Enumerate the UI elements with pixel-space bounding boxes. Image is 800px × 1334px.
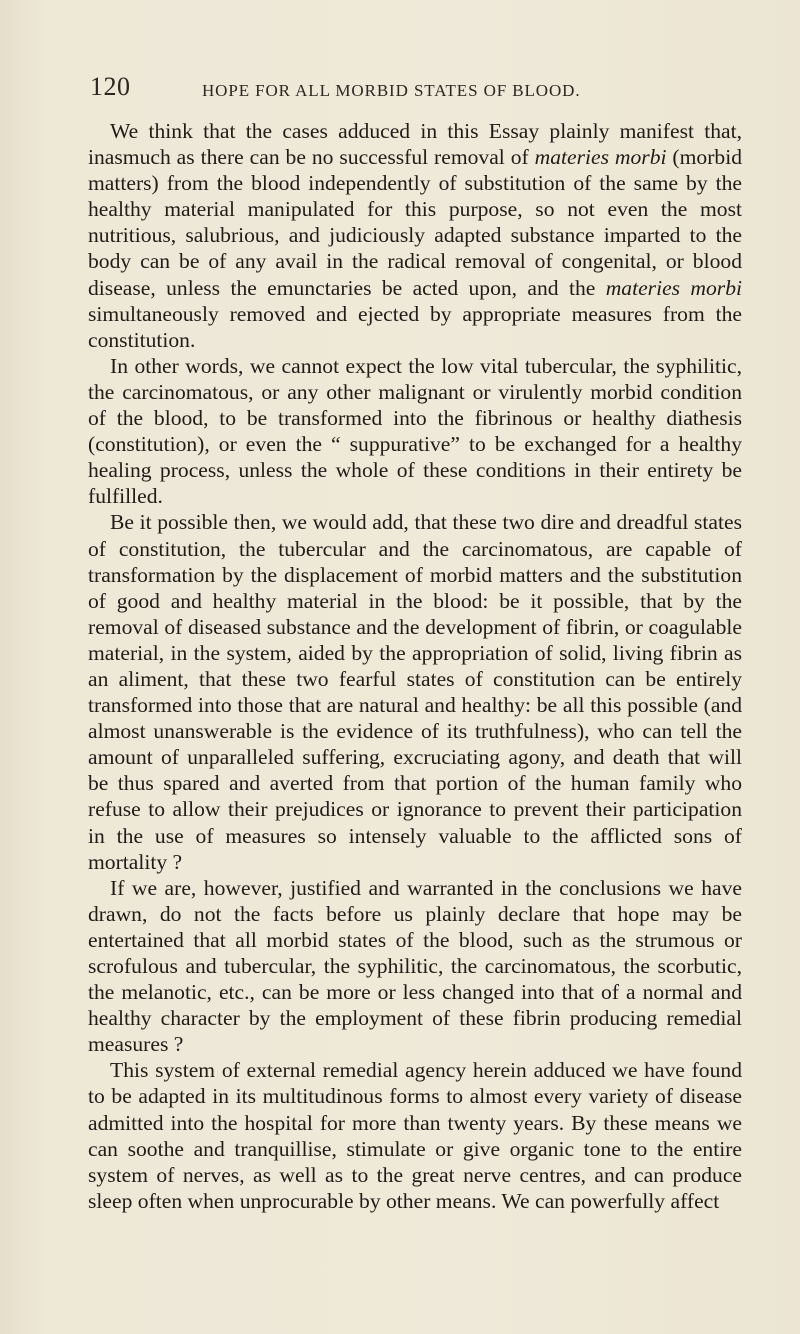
text-run: (morbid matters) from the blood independently of substitution of the same by the healthy material manipulated for this purpose, so not even the most nutritious, salubrious, and judiciously adapted substance imparted to the body can be of any avail in the radical removal of congenital, or blood disease, unless the emunctaries be acted upon, and the xyxy=(88,145,743,300)
text-run: We think that the cases adduced in this Essay plainly manifest that, inasmuch as there can be no successful removal of xyxy=(88,119,742,170)
italic-term: materies morbi xyxy=(534,145,667,170)
paragraph xyxy=(88,875,742,1058)
text-run: In other words, we cannot expect the low vital tubercular, the syphilitic, the carcinomatous, or any other malignant or virulently morbid condition of the blood, to be transformed into the fibrinous or healthy diathesis (constitution), or even the “ suppurative” to be exchanged for a healthy healing process, unless the whole of these conditions in their entirety be fulfilled. xyxy=(88,353,742,509)
body-text xyxy=(88,118,742,1214)
text-run: Be it possible then, we would add, that these two dire and dreadful states of constitution, the tubercular and the carcinomatous, are capable of transformation by the displacement of morbid matters and the substitution of good and healthy material in the blood: be it possible, that by the removal of diseased substance and the development of fibrin, or coagulable material, in the system, aided by the appropriation of solid, living fibrin as an aliment, that these two fearful states of constitution can be entirely transformed into those that are natural and healthy: be all this possible (and almost unanswerable is the evidence of its truthfulness), who can tell the amount of unparalleled suffering, excruciating agony, and death that will be thus spared and averted from that portion of the human family who refuse to allow their prejudices or ignorance to prevent their participation in the use of measures so intensely valuable to the afflicted sons of mortality ? xyxy=(88,510,742,874)
text-run: If we are, however, justified and warranted in the conclusions we have drawn, do not the facts before us plainly declare that hope may be entertained that all morbid states of the blood, such as the strumous or scrofulous and tubercular, the syphilitic, the carcinomatous, the scorbutic, the melanotic, etc., can be more or less changed into that of a normal and healthy character by the employment of these fibrin producing remedial measures ? xyxy=(88,875,742,1057)
text-run: This system of external remedial agency herein adduced we have found to be adapted in its multitudinous forms to almost every variety of disease admitted into the hospital for more than twenty years. By these means we can soothe and tranquillise, stimulate or give organic tone to the entire system of nerves, as well as to the great nerve centres, and can produce sleep often when unprocurable by other means. We can powerfully affect xyxy=(88,1058,742,1213)
page-number: 120 xyxy=(90,72,131,101)
text-run: simultaneously removed and ejected by appropriate measures from the constitution. xyxy=(88,301,742,352)
paragraph xyxy=(88,509,742,874)
page-header xyxy=(90,72,690,112)
paragraph xyxy=(88,1057,742,1214)
italic-term: materies morbi xyxy=(605,275,742,300)
paragraph xyxy=(88,353,742,510)
running-title: HOPE FOR ALL MORBID STATES OF BLOOD. xyxy=(202,81,581,100)
paragraph xyxy=(88,118,742,353)
